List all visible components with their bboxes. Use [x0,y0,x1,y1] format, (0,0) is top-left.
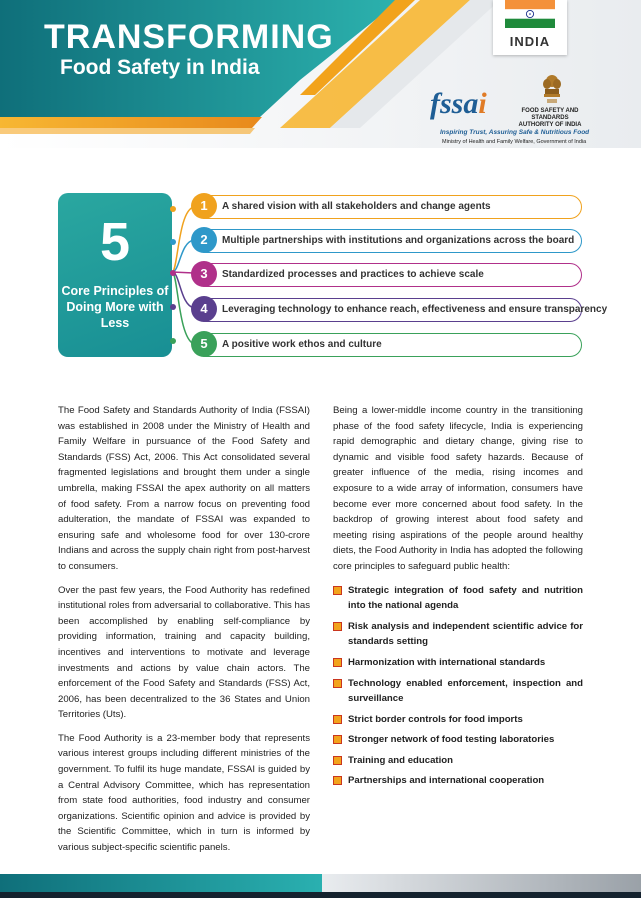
fssai-logo [430,87,487,121]
list-item-text: Partnerships and international cooperation [348,775,545,787]
list-item [333,712,583,728]
principle-number-3: 3 [191,261,217,287]
left-column [58,403,310,864]
list-item-text: Strategic integration of food safety and nutrition into the national agenda [348,584,583,612]
principles-count: 5 [99,212,131,272]
right-paragraph-1: Being a lower-middle income country in the transitioning phase of the food safety lifecycle, India is experiencing rapid demographic and dietary change, giving rise to dynamic and visible food safety hazards. Because of greater influence of the media, rising incomes and exposure to a wide array of information, consumers have become ever more concerned about food safety. In the backdrop of growing interest about food safety and meeting rising aspirations of the people around healthy diets, the Food Authority in India has adopted the following core principles to safeguard public health: [333,405,583,572]
core-principles-list [333,583,583,790]
ministry-line: Ministry of Health and Family Welfare, Government of India [442,139,587,145]
list-item [333,773,583,789]
authority-line-1: FOOD SAFETY AND STANDARDS [521,108,579,121]
list-item-text: Risk analysis and independent scientific advice for standards setting [348,620,583,648]
list-item-text: Harmonization with international standards [348,656,546,668]
page-subtitle: Food Safety in India [60,56,260,79]
authority-line-2: AUTHORITY OF INDIA [518,122,582,128]
principle-number-2: 2 [191,227,217,253]
footer-dark-strip [0,892,641,898]
list-item-text: Training and education [348,754,454,766]
footer-grey-bar [322,874,641,892]
left-paragraph-1: The Food Safety and Standards Authority of India (FSSAI) was established in 2008 under the Ministry of Health and Family Welfare in pursuance of the Food Safety and Standards (FSS) Act, 2006. This Act consolidated several fragmented legislations and brought them under a single umbrella, making FSSAI the apex authority on all matters of food safety. From a narrow focus on preventing food adulteration, the mandate of FSSAI was expanded to ensuring safe and wholesome food for over 130-crore Indians and across the supply chain right from post-harvest to consumers. [58,405,310,572]
principle-text-2: Multiple partnerships with institutions and organizations across the board [222,235,575,246]
principle-item-5 [194,333,582,357]
left-paragraph-3: The Food Authority is a 23-member body that represents various interest groups including different ministries of the government. To fulfil its huge mandate, FSSAI is guided by a Central Advisory Committee, which has representation from state food authorities, food industry and consumer organizations. Scientific opinion and advice is provided by the Scientific Committee, which in turn is informed by various subject-specific scientific panels. [58,732,310,854]
list-item [333,753,583,769]
principles-box-label: Core Principles of Doing More with Less [61,284,169,330]
principle-text-5: A positive work ethos and culture [222,339,382,350]
india-flag-icon [505,0,555,28]
principle-item-4 [194,298,608,322]
principle-number-4: 4 [191,296,217,322]
core-principles-box [58,193,172,357]
list-item [333,732,583,748]
list-item-text: Strict border controls for food imports [348,713,523,725]
india-badge [493,0,567,55]
india-label: INDIA [509,34,551,49]
principle-number-5: 5 [191,331,217,357]
bullet-square-icon [333,658,342,667]
list-item [333,619,583,650]
principle-text-1: A shared vision with all stakeholders and change agents [222,201,491,212]
right-column [333,403,583,794]
authority-name [504,108,596,129]
bullet-square-icon [333,715,342,724]
logo-tagline: Inspiring Trust, Assuring Safe & Nutritious Food [440,129,590,136]
list-item [333,583,583,614]
principle-item-1 [194,195,582,219]
logo-suffix: i [478,87,487,120]
list-item-text: Technology enabled enforcement, inspection and surveillance [348,677,583,705]
principle-text-4: Leveraging technology to enhance reach, effectiveness and ensure transparency [222,304,608,315]
bullet-square-icon [333,756,342,765]
principle-text-3: Standardized processes and practices to achieve scale [222,269,484,280]
national-emblem-icon [541,73,563,105]
bullet-square-icon [333,735,342,744]
left-paragraph-2: Over the past few years, the Food Authority has redefined institutional roles from adversarial to collaborative. This has been accomplished by enabling self-compliance by providing information, training and capacity building, incentives and interventions to motivate and leverage investments and actions by value chain actors. The enforcement of the Food Safety and Standards (FSS) Act, 2006, has been decentralized to the 36 States and Union Territories (Uts). [58,584,310,721]
bullet-square-icon [333,776,342,785]
bullet-square-icon [333,622,342,631]
bullet-square-icon [333,679,342,688]
page-title: TRANSFORMING [44,18,334,56]
logo-prefix: fssa [430,87,479,120]
list-item [333,676,583,707]
footer-band [0,874,641,898]
list-item [333,655,583,671]
list-item-text: Stronger network of food testing laboratories [348,734,555,746]
principle-item-2 [194,229,582,253]
principle-number-1: 1 [191,193,217,219]
principle-item-3 [194,263,582,287]
footer-teal-bar [0,874,322,892]
bullet-square-icon [333,586,342,595]
